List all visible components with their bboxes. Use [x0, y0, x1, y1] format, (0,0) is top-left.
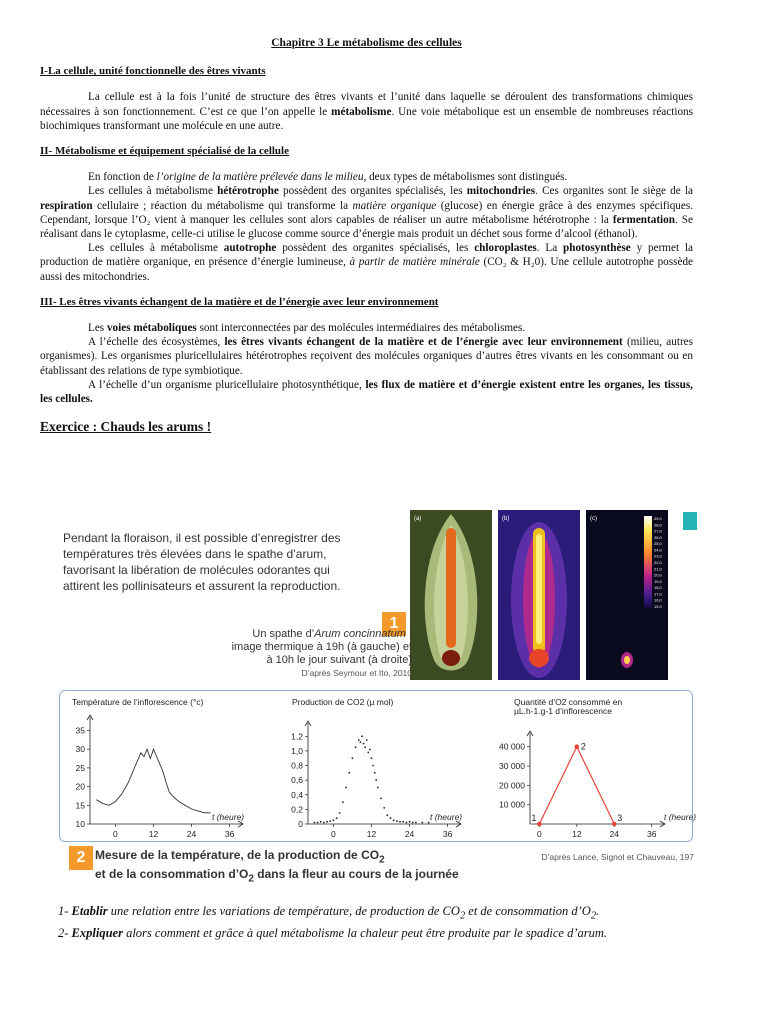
x-tick-label: 12	[366, 829, 377, 839]
data-point	[342, 801, 344, 803]
data-point	[363, 743, 365, 745]
scale-tick-label: 27,0	[654, 528, 662, 534]
panel-a-label: (a)	[414, 516, 422, 522]
data-point	[329, 820, 331, 822]
scale-tick-label: 23,0	[654, 553, 662, 559]
y-tick-label: 10	[75, 819, 85, 829]
chart-title: Température de l’inflorescence (°c)	[72, 697, 204, 707]
y-tick-label: 1,2	[291, 731, 303, 742]
x-tick-label: 12	[572, 829, 582, 839]
document-1-badge: 1	[382, 612, 406, 636]
thermal-panel-c	[586, 510, 668, 680]
data-point	[537, 822, 542, 827]
page-tab-marker	[683, 512, 697, 530]
data-label: 3	[617, 813, 623, 823]
data-point	[375, 779, 377, 781]
x-tick-label: 24	[404, 829, 415, 839]
y-tick-label: 15	[75, 800, 85, 811]
y-tick-label: 25	[75, 762, 85, 773]
data-point	[326, 821, 328, 823]
scale-tick-label: 16,0	[654, 597, 662, 603]
scale-tick-label: 21,0	[654, 566, 662, 572]
x-tick-label: 36	[442, 829, 453, 839]
data-point	[320, 821, 322, 823]
x-tick-label: 24	[609, 829, 620, 839]
data-point	[383, 807, 385, 809]
data-point	[374, 772, 376, 774]
data-point	[352, 757, 354, 759]
chart-title: Production de CO2 (µ mol)	[292, 697, 394, 707]
panel-c-label: (c)	[590, 516, 597, 522]
data-point	[396, 820, 398, 822]
data-point	[333, 819, 335, 821]
scale-tick-label: 26,0	[654, 534, 662, 540]
thermal-panel-b	[498, 510, 580, 680]
section-3-paragraph-1: Les voies métaboliques sont interconnectées par des molécules intermédiaires des métabolismes.	[88, 322, 526, 335]
section-2-paragraph-3: Les cellules à métabolisme autotrophe possèdent des organites spécialisés, les chloroplastes. La photosynthèse y permet la production de matière organique, en présence d’énergie lumineuse, à partir de matière minérale (CO₂ & H₂0). Une cellule autotrophe possède aussi des mitochondries.	[40, 242, 694, 283]
series-line	[539, 747, 614, 824]
data-point	[415, 822, 417, 824]
data-point	[323, 822, 325, 824]
x-tick-label: 0	[113, 829, 118, 839]
y-tick-label: 1,0	[291, 745, 303, 756]
data-point	[393, 819, 395, 821]
scale-tick-label: 19,0	[654, 578, 662, 584]
section-2-paragraph-2: Les cellules à métabolisme hétérotrophe possèdent des organites spécialisés, les mitochondries. Ces organites sont le siège de la respiration cellulaire ; réaction du métabolisme qui transforme la matière organique (glucose) en énergie grâce à des enzymes spécifiques. Cependant, lorsque l’O₂ vient à manquer les cellules sont alors capables de réaliser un autre métabolisme hétérotrophe : la fermentation. Se réalisant dans le cytoplasme, celle-ci utilise le glucose comme source d’énergie mais produit un déchet sous forme d’alcool (éthanol).	[40, 185, 694, 241]
data-point	[575, 744, 580, 749]
graphs-frame	[59, 690, 697, 842]
section-2-title: II- Métabolisme et équipement spécialisé de la cellule	[40, 145, 289, 158]
data-point	[367, 752, 369, 754]
scale-tick-label: 28,0	[654, 522, 662, 528]
x-tick-label: 12	[148, 829, 159, 839]
data-point	[369, 749, 371, 751]
data-point	[366, 739, 368, 741]
y-tick-label: 0	[298, 819, 303, 829]
data-point	[612, 822, 617, 827]
question-1: 1- Etablir une relation entre les variations de température, de production de $CO_2$ et de consommation $d’O_2$.	[58, 904, 600, 922]
scale-tick-label: 18,0	[654, 585, 662, 591]
x-tick-label: 0	[536, 829, 542, 839]
x-tick-label: 36	[647, 829, 657, 839]
section-1-title: I-La cellule, unité fonctionnelle des êtres vivants	[40, 65, 266, 78]
y-tick-label: 40 000	[499, 741, 525, 752]
y-tick-label: 35	[75, 725, 85, 736]
scale-tick-label: 29,0	[654, 516, 662, 521]
data-point	[364, 746, 366, 748]
data-point	[358, 739, 360, 741]
y-tick-label: 30 000	[499, 761, 525, 772]
co2-chart	[278, 691, 478, 841]
data-point	[406, 822, 408, 824]
chart-title: Quantité d’O2 consommé en	[514, 697, 623, 707]
data-point	[313, 822, 315, 824]
question-2: 2- Expliquer alors comment et grâce à quel métabolisme la chaleur peut être produite par le spadice d’arum.	[58, 926, 608, 940]
exercise-title: Exercice : Chauds les arums !	[40, 419, 212, 435]
section-3-paragraph-2: A l’échelle des écosystèmes, les êtres vivants échangent de la matière et de l’énergie avec leur environnement (milieu, autres organismes). Les organismes pluricellulaires hétérotrophes reçoivent des molécules organiques d’autres êtres vivants en les consommant ou en établissant des relations de type symbiotique.	[40, 336, 693, 377]
y-tick-label: 0,6	[291, 775, 303, 786]
document-1-caption: Un spathe d’Arum concinnatum : image thermique à 19h (à gauche) et à 10h le jour suivant (à droite) D’après Seymour et Ito, 2010	[231, 628, 412, 678]
data-label: 1	[531, 813, 537, 823]
data-label: 2	[580, 741, 586, 752]
document-body	[40, 36, 693, 434]
data-point	[428, 822, 430, 824]
x-axis-label: t (heure)	[212, 812, 245, 822]
figure-intro-text: Pendant la floraison, il est possible d’enregistrer des températures très élevées dans le spathe d’arum, favorisant la libération de molécules odorantes qui attirent les pollinisateurs et assurent la reproduction.	[63, 531, 341, 593]
data-point	[409, 821, 411, 823]
data-point	[336, 817, 338, 819]
temperature-chart	[60, 691, 260, 841]
panel-b-label: (b)	[502, 516, 510, 522]
data-point	[339, 812, 341, 814]
data-point	[412, 822, 414, 824]
y-tick-label: 10 000	[499, 799, 525, 810]
y-tick-label: 30	[75, 744, 85, 755]
x-axis-label: t (heure)	[430, 812, 463, 822]
data-point	[390, 817, 392, 819]
data-point	[399, 821, 401, 823]
photo-panel-a	[410, 510, 492, 680]
scale-tick-label: 25,0	[654, 541, 662, 547]
data-point	[421, 822, 423, 824]
data-point	[371, 757, 373, 759]
data-point	[355, 746, 357, 748]
document-2-badge: 2	[69, 846, 93, 870]
data-point	[345, 787, 347, 789]
exercise-figure	[59, 502, 697, 887]
section-3-title: III- Les êtres vivants échangent de la matière et de l’énergie avec leur environnement	[40, 295, 439, 308]
scale-tick-label: 24,0	[654, 547, 662, 553]
y-tick-label: 0,4	[291, 789, 303, 800]
scale-tick-label: 20,0	[654, 572, 662, 578]
section-3-paragraph-3: A l’échelle d’un organisme pluricellulaire photosynthétique, les flux de matière et d’énergie existent entre les organes, les tissus, les cellules.	[40, 378, 693, 406]
data-point	[386, 814, 388, 816]
section-1-paragraph: La cellule est à la fois l’unité de structure des êtres vivants et l’unité dans laquelle se déroulent des transformations chimiques nécessaires à son fonctionnement. C’est ce que l’on appelle le métabolisme. Une voie métabolique est un ensemble de nombreuses réactions biochimiques transformant une molécule en une autre.	[40, 91, 693, 132]
document-2-source: D’après Lance, Signol et Chauveau, 197	[541, 852, 694, 862]
data-point	[377, 787, 379, 789]
x-tick-label: 36	[224, 829, 235, 839]
y-tick-label: 0,8	[291, 760, 303, 771]
y-tick-label: 0,2	[291, 804, 303, 815]
data-point	[361, 735, 363, 737]
o2-chart	[478, 691, 697, 841]
data-point	[317, 822, 319, 824]
chart-title-line-2: µL.h-1.g-1 d’inflorescence	[514, 706, 612, 716]
data-point	[348, 772, 350, 774]
y-tick-label: 20	[75, 781, 85, 792]
scale-tick-label: 22,0	[654, 560, 662, 565]
series-line	[96, 749, 210, 813]
y-tick-label: 20 000	[499, 780, 525, 791]
x-tick-label: 24	[186, 829, 197, 839]
scale-tick-label: 17,0	[654, 591, 662, 597]
section-2-paragraph-1: En fonction de l’origine de la matière prélevée dans le milieu, deux types de métabolismes sont distingués.	[88, 171, 568, 184]
x-axis-label: t (heure)	[664, 812, 697, 822]
scale-tick-label: 15,0	[654, 604, 662, 609]
data-point	[402, 821, 404, 823]
data-point	[380, 798, 382, 800]
chapter-title: Chapitre 3 Le métabolisme des cellules	[271, 37, 462, 49]
data-point	[372, 765, 374, 767]
data-point	[360, 741, 362, 743]
x-tick-label: 0	[331, 829, 336, 839]
document-2-caption: Mesure de la température, de la production de $CO_2$ et de la consommation $d’O_2$ dans la fleur au cours de la journée	[95, 848, 459, 885]
